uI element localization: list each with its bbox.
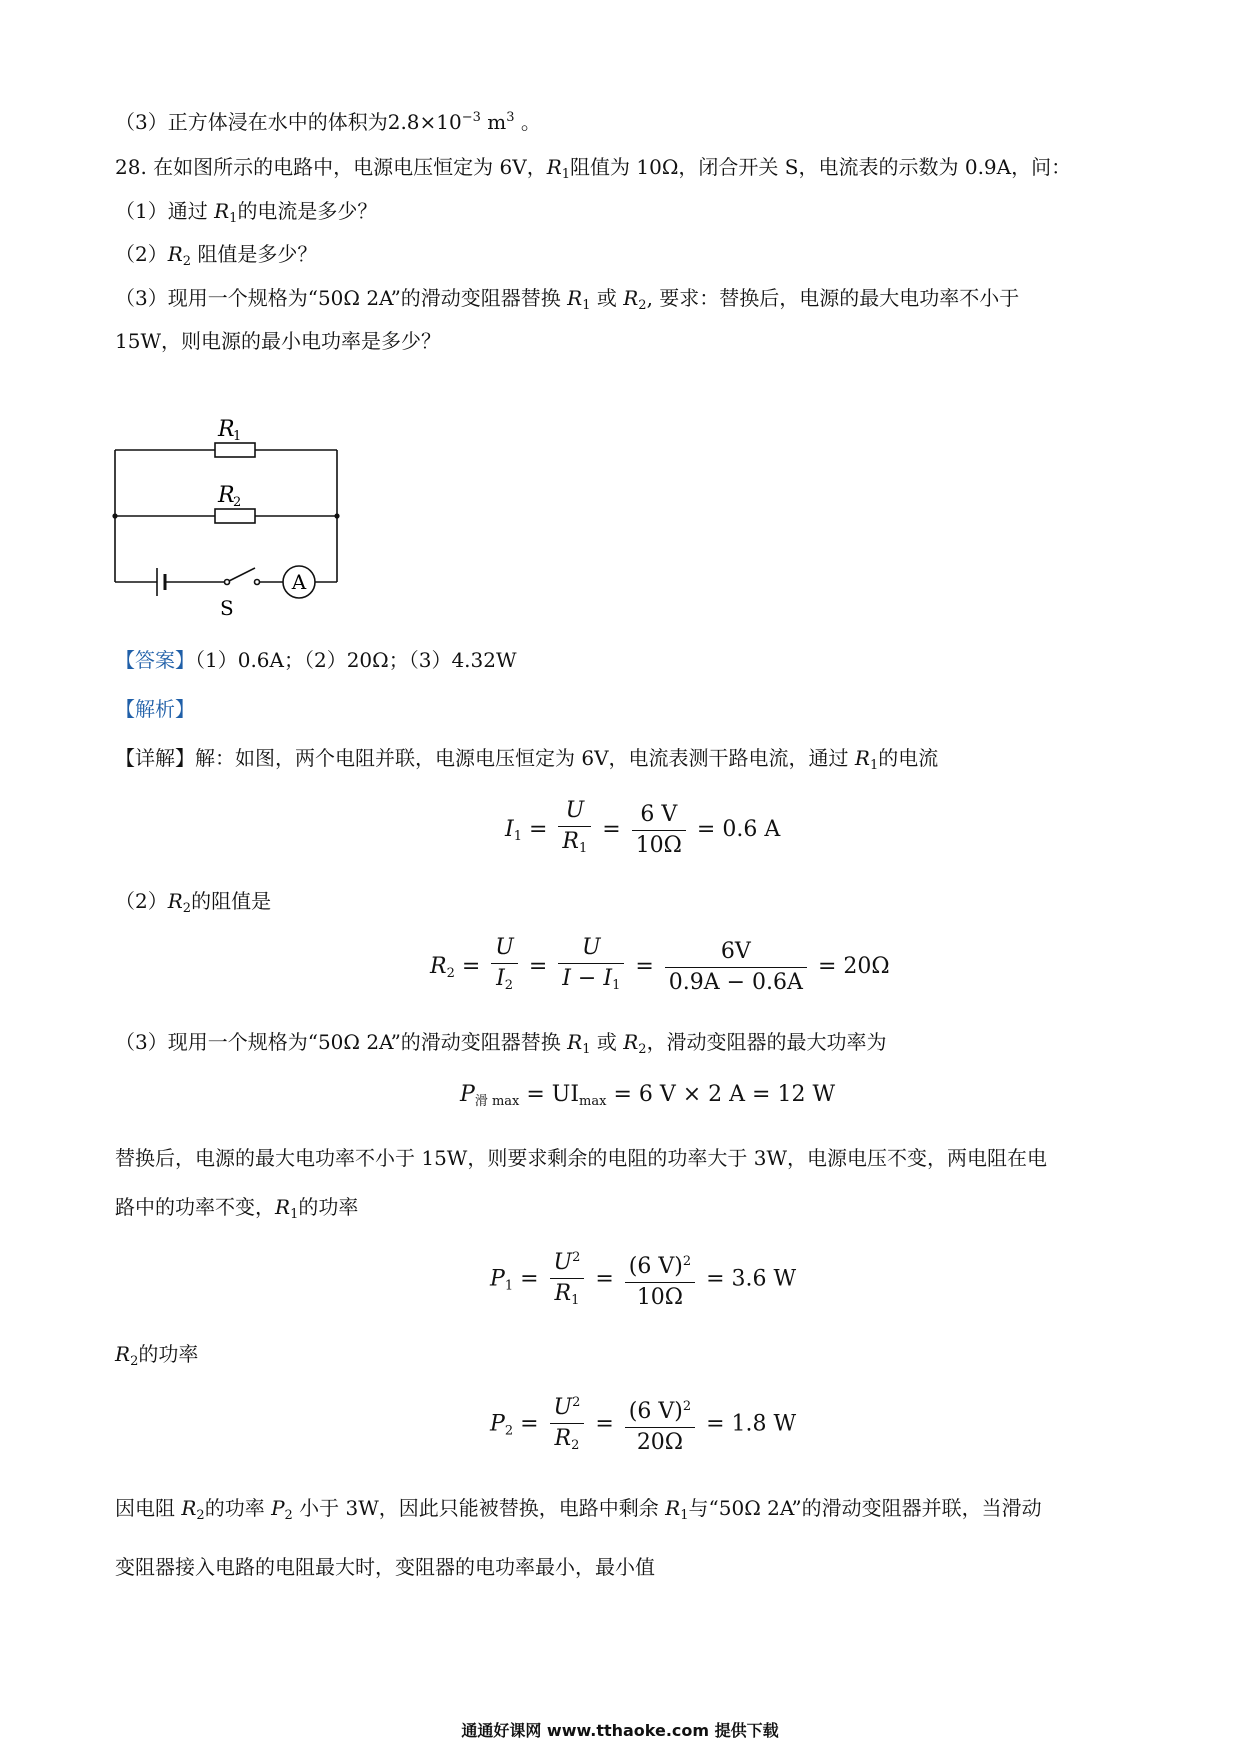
equation-4: $P_1$ = $\frac{U^2}{R_1}$ = $\frac{(6 V)^2}{10\Omega}$ = 3.6 W	[490, 1243, 796, 1316]
resistor-r1	[215, 443, 255, 457]
r2-power-line: $R_2$的功率	[115, 1342, 199, 1369]
resistor-r2	[215, 509, 255, 523]
equation-2: $R_2$ = $\frac{U}{I_2}$ = $\frac{U}{I - I_1}$ = $\frac{6V}{0.9A - 0.6A}$ = 20Ω	[430, 935, 890, 995]
final-line-b: 变阻器接入电路的电阻最大时，变阻器的电功率最小，最小值	[115, 1555, 655, 1579]
equation-1: $I_1$ = $\frac{U}{R_1}$ = $\frac{6 V}{10\Omega}$ = 0.6 A	[505, 798, 781, 858]
para-line-a: 替换后，电源的最大电功率不小于 15W，则要求剩余的电阻的功率大于 3W，电源电压不变，两电阻在电	[115, 1146, 1048, 1170]
q28-sub3-cont: 15W，则电源的最小电功率是多少？	[115, 329, 442, 353]
r2-label: R	[218, 483, 235, 508]
q28-stem: 28. 在如图所示的电路中，电源电压恒定为 6V，$R_1$阻值为 10Ω，闭合开关 S，电流表的示数为 0.9A，问：	[115, 155, 1072, 182]
analysis-line: 【解析】	[115, 697, 195, 721]
r2-sub: 2	[233, 495, 242, 510]
answer-line: 【答案】（1）0.6A；（2）20Ω；（3）4.32W	[115, 648, 517, 672]
q27-part3: （3）正方体浸在水中的体积为$2.8\times 10^{-3}$ $m^3$ 。	[115, 110, 541, 134]
para-line-b: 路中的功率不变，$R_1$的功率	[115, 1195, 359, 1222]
equation-3: $P_{滑 max} = UI_{max} = 6$ V × 2 A = 12 W	[460, 1082, 836, 1109]
q28-sub2: $(2)R_2$ 阻值是多少？	[115, 242, 318, 269]
detail-line: 【详解】解：如图，两个电阻并联，电源电压恒定为 6V，电流表测干路电流，通过 $R_1$的电流	[115, 746, 939, 773]
r1-sub: 1	[233, 429, 242, 444]
q28-sub3: （3）现用一个规格为“50Ω 2A”的滑动变阻器替换 $R_1$ 或 $R_2$, 要求：替换后，电源的最大电功率不小于	[115, 286, 1020, 313]
switch-label: S	[220, 596, 234, 620]
answer-tag: 【答案】	[115, 648, 195, 672]
part2-line: $(2)R_2$的阻值是	[115, 889, 272, 916]
part3-line: （3）现用一个规格为“50Ω 2A”的滑动变阻器替换 $R_1$ 或 $R_2$，滑动变阻器的最大功率为	[115, 1030, 887, 1057]
circuit-diagram	[105, 410, 345, 620]
r1-label: R	[218, 417, 235, 442]
ammeter-label: A	[291, 570, 307, 594]
equation-5: $P_2$ = $\frac{U^2}{R_2}$ = $\frac{(6 V)^2}{20\Omega}$ = 1.8 W	[490, 1388, 796, 1461]
page-footer: 通通好课网 www.tthaoke.com 提供下载	[461, 1721, 779, 1740]
final-line-a: 因电阻 $R_2$的功率 $P_2$ 小于 3W，因此只能被替换，电路中剩余 $R_1$与“50Ω 2A”的滑动变阻器并联，当滑动	[115, 1496, 1042, 1523]
q28-sub1: （1）通过 $R_1$的电流是多少？	[115, 199, 378, 226]
switch-icon	[225, 568, 260, 585]
battery-icon	[157, 568, 165, 596]
